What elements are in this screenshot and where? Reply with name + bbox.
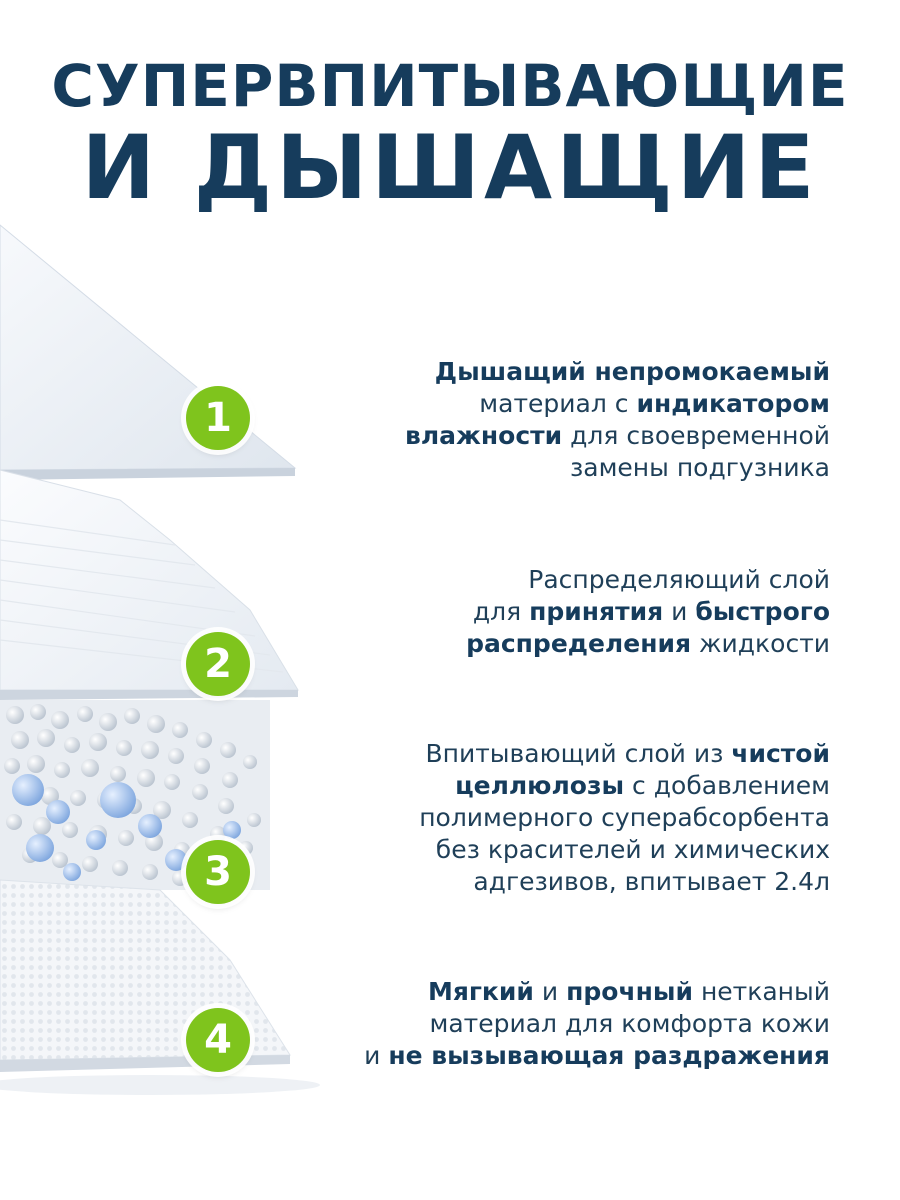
layer-4-description [310, 976, 830, 1072]
text: замены подгузника [569, 453, 830, 482]
description-line [310, 866, 830, 898]
layer-1-sheet [0, 225, 295, 470]
title-line-1: СУПЕРВПИТЫВАЮЩИЕ [51, 52, 849, 120]
description-line [310, 452, 830, 484]
text: жидкости [691, 629, 830, 658]
description-line [310, 420, 830, 452]
bold-text: прочный [566, 977, 693, 1006]
description-line [310, 388, 830, 420]
description-line [310, 834, 830, 866]
text: полимерного суперабсорбента [419, 803, 830, 832]
layer-badge-3: 3 [186, 840, 250, 904]
bold-text: влажности [405, 421, 563, 450]
layer-badge-1: 1 [186, 386, 250, 450]
description-line [310, 356, 830, 388]
bold-text: Мягкий [427, 977, 534, 1006]
layer-1-description [310, 356, 830, 484]
text: с добавлением [624, 771, 830, 800]
text: адгезивов, впитывает 2.4л [473, 867, 830, 896]
description-line [310, 628, 830, 660]
title-line-2: И ДЫШАЩИЕ [81, 116, 819, 219]
text: и [663, 597, 696, 626]
text: для своевременной [562, 421, 830, 450]
bold-text: целлюлозы [455, 771, 625, 800]
layer-3-description [310, 738, 830, 898]
description-line [310, 802, 830, 834]
bold-text: Дышащий непромокаемый [434, 357, 830, 386]
text: для [472, 597, 530, 626]
text: материал для комфорта кожи [429, 1009, 830, 1038]
text: материал с [479, 389, 637, 418]
text: нетканый [693, 977, 830, 1006]
description-line [310, 596, 830, 628]
layer-badge-2: 2 [186, 632, 250, 696]
text: Распределяющий слой [528, 565, 830, 594]
description-line [310, 738, 830, 770]
description-line [310, 770, 830, 802]
bold-text: распределения [466, 629, 692, 658]
text: и [364, 1041, 389, 1070]
description-line [310, 976, 830, 1008]
layer-badge-4: 4 [186, 1008, 250, 1072]
bold-text: быстрого [695, 597, 830, 626]
text: без красителей и химических [435, 835, 830, 864]
bold-text: индикатором [636, 389, 830, 418]
bold-text: не вызывающая раздражения [388, 1041, 830, 1070]
layer-2-description [310, 564, 830, 660]
text: и [533, 977, 567, 1006]
description-line [310, 564, 830, 596]
bold-text: принятия [529, 597, 664, 626]
text: Впитывающий слой из [425, 739, 732, 768]
description-line [310, 1008, 830, 1040]
bold-text: чистой [731, 739, 830, 768]
diaper-layers-illustration [0, 200, 340, 1100]
description-line [310, 1040, 830, 1072]
